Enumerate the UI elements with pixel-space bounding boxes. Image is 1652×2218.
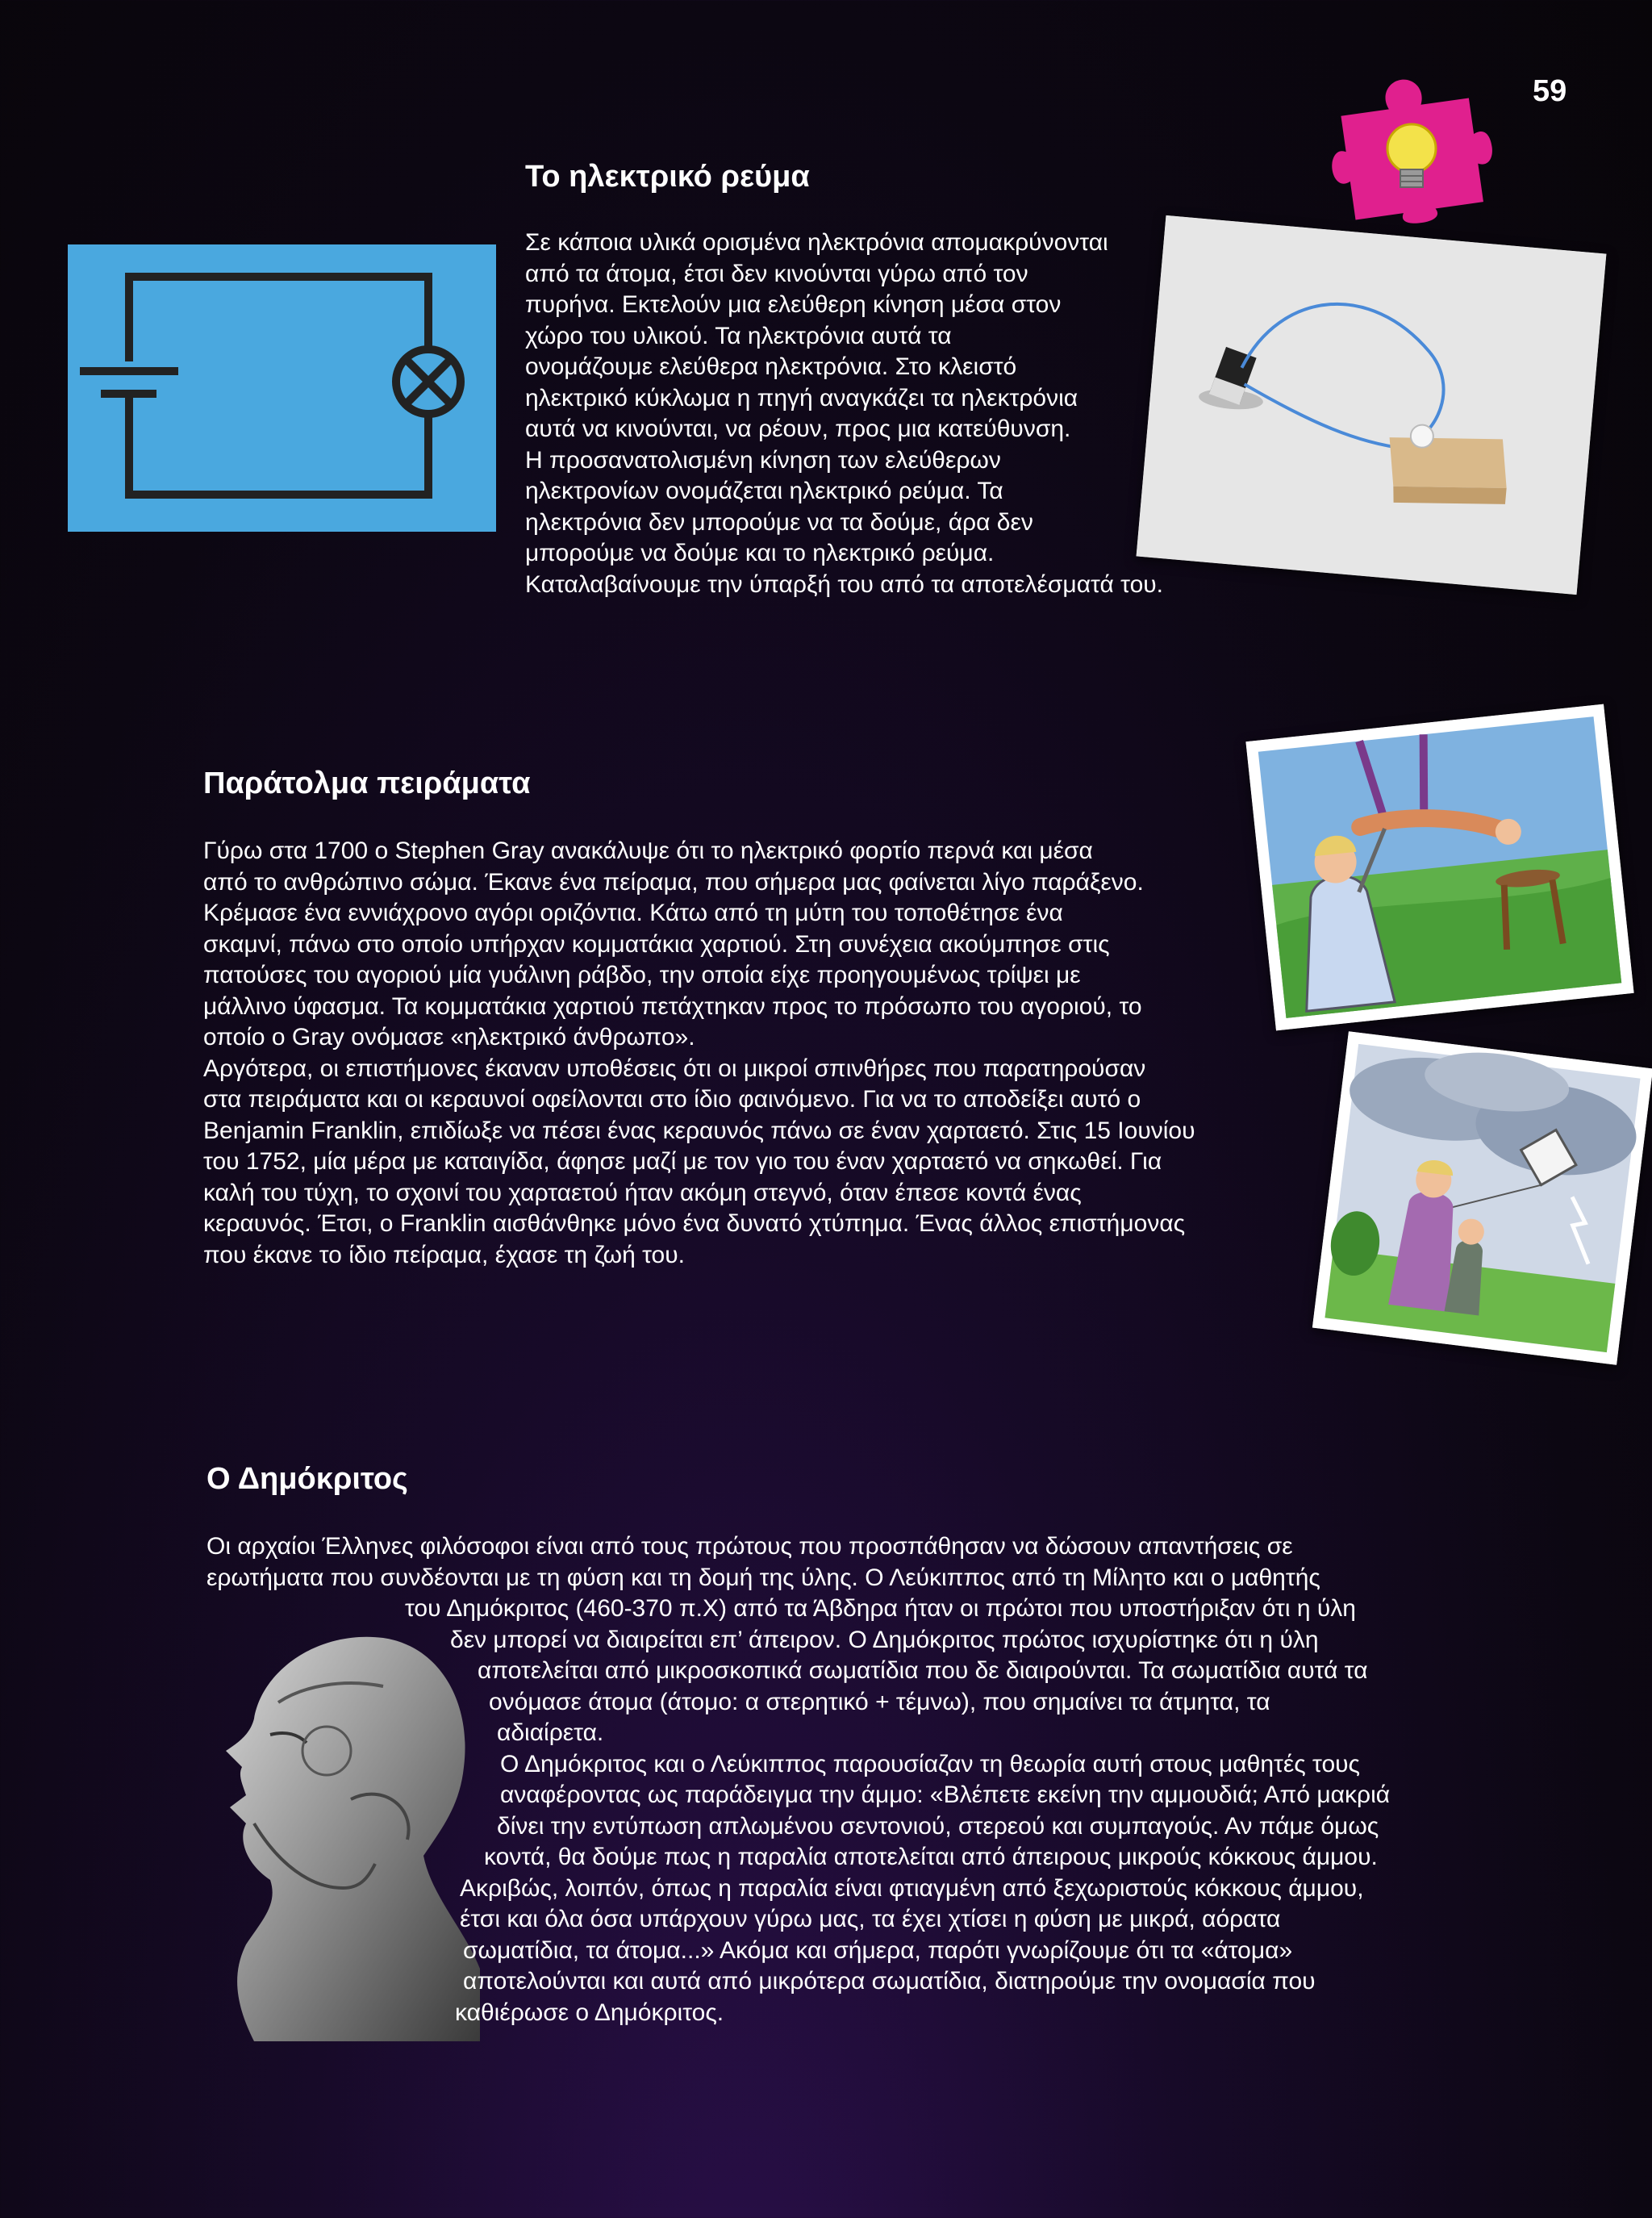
section3-line: Ακριβώς, λοιπόν, όπως η παραλία είναι φτιαγμένη από ξεχωριστούς κόκκους άμμου,: [460, 1874, 1364, 1902]
franklin-kite-illustration: [1312, 1031, 1652, 1365]
section1-line: από τα άτομα, έτσι δεν κινούνται γύρω από τον: [525, 260, 1028, 287]
circuit-diagram: [68, 244, 496, 532]
section2-line: καλή του τύχη, το σχοινί του χαρταετού ήταν ακόμη στεγνό, όταν έπεσε κοντά ένας: [203, 1179, 1082, 1206]
section1-line: ηλεκτρόνια δεν μπορούμε να τα δούμε, άρα δεν: [525, 508, 1033, 536]
section3-line: ερωτήματα που συνδέονται με τη φύση και τη δομή της ύλης. Ο Λεύκιππος από τη Μίλητο και ο μαθητής: [206, 1564, 1320, 1591]
lightbulb-puzzle-icon: [1331, 74, 1492, 223]
section1-line: Σε κάποια υλικά ορισμένα ηλεκτρόνια απομακρύνονται: [525, 229, 1108, 256]
section3-line: έτσι και όλα όσα υπάρχουν γύρω μας, τα έχει χτίσει η φύση με μικρά, αόρατα: [460, 1906, 1281, 1932]
section3-text: [0, 1531, 1652, 2028]
section3-line: αναφέροντας ως παράδειγμα την άμμο: «Βλέπετε εκείνη την αμμουδιά; Από μακριά: [500, 1782, 1391, 1808]
section2-line: οποίο ο Gray ονόμασε «ηλεκτρικό άνθρωπο».: [203, 1024, 695, 1051]
section2-line: Γύρω στα 1700 ο Stephen Gray ανακάλυψε ότι το ηλεκτρικό φορτίο περνά και μέσα: [203, 837, 1093, 864]
section2-line: από το ανθρώπινο σώμα. Έκανε ένα πείραμα, που σήμερα μας φαίνεται λίγο παράξενο.: [203, 868, 1144, 896]
section2-line: κεραυνός. Έτσι, ο Franklin αισθάνθηκε μόνο ένα δυνατό χτύπημα. Ένας άλλος επιστήμονας: [203, 1210, 1186, 1237]
section1-line: χώρο του υλικού. Τα ηλεκτρόνια αυτά τα: [525, 322, 952, 349]
section2-line: Benjamin Franklin, επιδίωξε να πέσει ένας κεραυνός πάνω σε έναν χαρταετό. Στις 15 Ιουνίου: [203, 1117, 1195, 1144]
section1-text: [525, 228, 1163, 600]
section1-line: Η προσανατολισμένη κίνηση των ελεύθερων: [525, 446, 1001, 474]
section3-line: αποτελείται από μικροσκοπικά σωματίδια που δε διαιρούνται. Τα σωματίδια αυτά τα: [478, 1657, 1368, 1684]
battery-bulb-photo: [1137, 215, 1607, 595]
section3-line: του Δημόκριτος (460-370 π.Χ) από τα Άβδηρα ήταν οι πρώτοι που υποστήριξαν ότι η ύλη: [405, 1595, 1356, 1622]
section1-line: ηλεκτρικό κύκλωμα η πηγή αναγκάζει τα ηλεκτρόνια: [525, 384, 1078, 411]
section3-line: καθιέρωσε ο Δημόκριτος.: [455, 1999, 724, 2026]
stephen-gray-experiment-illustration: [1245, 704, 1633, 1031]
section3-line: αποτελούνται και αυτά από μικρότερα σωματίδια, διατηρούμε την ονομασία που: [463, 1968, 1316, 1995]
section2-line: πατούσες του αγοριού μία γυάλινη ράβδο, την οποία είχε προηγουμένως τρίψει με: [203, 962, 1081, 988]
section3-line: Οι αρχαίοι Έλληνες φιλόσοφοι είναι από τους πρώτους που προσπάθησαν να δώσουν απαντήσεις σε: [206, 1533, 1293, 1560]
section1-line: ηλεκτρονίων ονομάζεται ηλεκτρικό ρεύμα. Τα: [525, 478, 1003, 504]
section2-line: σκαμνί, πάνω στο οποίο υπήρχαν κομματάκια χαρτιού. Στη συνέχεια ακούμπησε στις: [203, 930, 1110, 958]
section1-line: ονομάζουμε ελεύθερα ηλεκτρόνια. Στο κλειστό: [525, 353, 1017, 380]
section1-line: αυτά να κινούνται, να ρέουν, προς μια κατεύθυνση.: [525, 416, 1071, 442]
section3-line: κοντά, θα δούμε πως η παραλία αποτελείται από άπειρους μικρούς κόκκους άμμου.: [484, 1844, 1378, 1870]
section3-line: Ο Δημόκριτος και ο Λεύκιππος παρουσίαζαν τη θεωρία αυτή στους μαθητές τους: [500, 1750, 1361, 1777]
section3-line: ονόμασε άτομα (άτομο: α στερητικό + τέμνω), που σημαίνει τα άτμητα, τα: [489, 1688, 1270, 1715]
section2-text: [203, 836, 1195, 1271]
section2-line: στα πειράματα και οι κεραυνοί οφείλονται στο ίδιο φαινόμενο. Για να το αποδείξει αυτό ο: [203, 1086, 1141, 1113]
section1-line: πυρήνα. Εκτελούν μια ελεύθερη κίνηση μέσα στον: [525, 291, 1062, 318]
section3-line: δίνει την εντύπωση απλωμένου σεντονιού, στερεού και συμπαγούς. Αν πάμε όμως: [497, 1812, 1379, 1840]
section3-line: σωματίδια, τα άτομα...» Ακόμα και σήμερα, παρότι γνωρίζουμε ότι τα «άτομα»: [463, 1936, 1293, 1964]
page-number: 59: [1533, 74, 1567, 108]
section3-line: αδιαίρετα.: [497, 1719, 604, 1746]
section2-line: που έκανε το ίδιο πείραμα, έχασε τη ζωή του.: [203, 1241, 685, 1268]
section-title-democritus: Ο Δημόκριτος: [206, 1462, 408, 1496]
section1-line: μπορούμε να δούμε και το ηλεκτρικό ρεύμα.: [525, 540, 995, 566]
section2-line: Αργότερα, οι επιστήμονες έκαναν υποθέσεις ότι οι μικροί σπινθήρες που παρατηρούσαν: [203, 1055, 1146, 1082]
section-title-electric-current: Το ηλεκτρικό ρεύμα: [525, 160, 810, 194]
section2-line: μάλλινο ύφασμα. Τα κομματάκια χαρτιού πετάχτηκαν προς το πρόσωπο του αγοριού, το: [203, 992, 1142, 1020]
section1-line: Καταλαβαίνουμε την ύπαρξή του από τα αποτελέσματά του.: [525, 570, 1164, 598]
section3-line: δεν μπορεί να διαιρείται επ’ άπειρον. Ο Δημόκριτος πρώτος ισχυρίστηκε ότι η ύλη: [450, 1626, 1319, 1653]
section2-line: Κρέμασε ένα εννιάχρονο αγόρι οριζόντια. Κάτω από τη μύτη του τοποθέτησε ένα: [203, 900, 1063, 926]
section2-line: του 1752, μία μέρα με καταιγίδα, άφησε μαζί με τον γιο του έναν χαρταετό να σηκωθεί. Για: [203, 1148, 1162, 1175]
section-title-daring-experiments: Παράτολμα πειράματα: [203, 766, 531, 800]
